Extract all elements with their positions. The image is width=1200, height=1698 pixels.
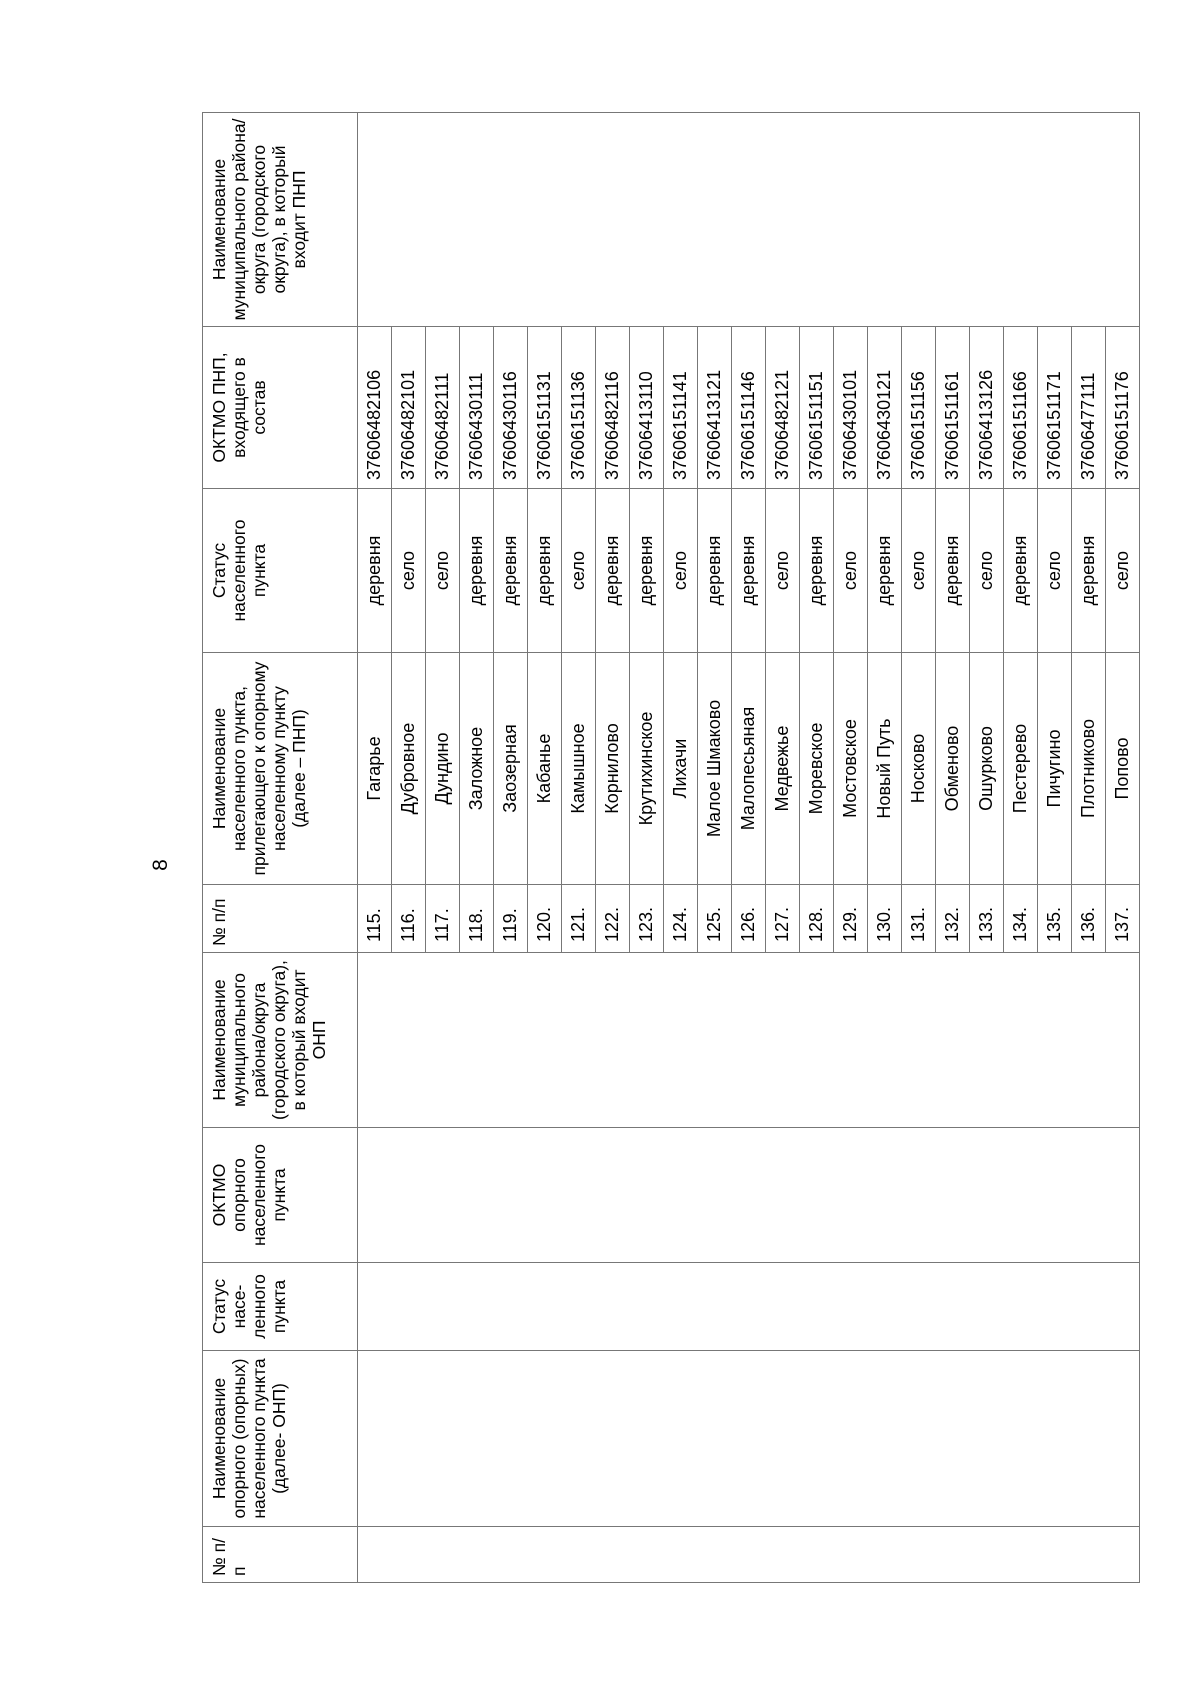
onp-no-cell <box>426 1527 460 1583</box>
onp-district-cell <box>358 953 392 1128</box>
header-pnp-status: Статус населенного пункта <box>203 489 358 653</box>
onp-status-cell <box>596 1263 630 1351</box>
header-onp-no: № п/п <box>203 1527 358 1583</box>
pnp-district-cell <box>1038 113 1072 327</box>
settlement-oktmo: 37606413126 <box>970 327 1004 489</box>
row-number: 126. <box>732 885 766 953</box>
settlement-status: деревня <box>630 489 664 653</box>
settlement-oktmo: 37606482106 <box>358 327 392 489</box>
header-pnp-no: № п/п <box>203 885 358 953</box>
onp-no-cell <box>970 1527 1004 1583</box>
settlement-status: деревня <box>1072 489 1106 653</box>
onp-no-cell <box>1038 1527 1072 1583</box>
settlement-name: Камышное <box>562 653 596 885</box>
onp-status-cell <box>494 1263 528 1351</box>
onp-district-cell <box>392 953 426 1128</box>
onp-name-cell <box>970 1351 1004 1527</box>
settlement-status: деревня <box>936 489 970 653</box>
row-number: 129. <box>834 885 868 953</box>
onp-oktmo-cell <box>800 1128 834 1263</box>
row-number: 127. <box>766 885 800 953</box>
pnp-district-cell <box>732 113 766 327</box>
onp-district-cell <box>800 953 834 1128</box>
settlement-name: Заозерная <box>494 653 528 885</box>
onp-status-cell <box>426 1263 460 1351</box>
header-onp-oktmo: ОКТМО опорного населенного пункта <box>203 1128 358 1263</box>
onp-oktmo-cell <box>698 1128 732 1263</box>
row-number: 131. <box>902 885 936 953</box>
onp-district-cell <box>562 953 596 1128</box>
onp-status-cell <box>868 1263 902 1351</box>
onp-district-cell <box>732 953 766 1128</box>
table-row <box>1004 113 1038 1583</box>
settlement-name: Ошурково <box>970 653 1004 885</box>
settlement-oktmo: 37606430111 <box>460 327 494 489</box>
onp-name-cell <box>868 1351 902 1527</box>
onp-district-cell <box>834 953 868 1128</box>
table-row <box>562 113 596 1583</box>
row-number: 137. <box>1106 885 1140 953</box>
onp-no-cell <box>868 1527 902 1583</box>
header-row <box>203 113 358 1583</box>
onp-no-cell <box>698 1527 732 1583</box>
settlement-status: село <box>1038 489 1072 653</box>
settlement-name: Моревское <box>800 653 834 885</box>
table-row <box>392 113 426 1583</box>
onp-no-cell <box>596 1527 630 1583</box>
onp-name-cell <box>1106 1351 1140 1527</box>
page-number: 8 <box>149 859 172 871</box>
settlement-name: Гагарье <box>358 653 392 885</box>
onp-name-cell <box>902 1351 936 1527</box>
onp-no-cell <box>562 1527 596 1583</box>
settlement-status: село <box>970 489 1004 653</box>
onp-oktmo-cell <box>902 1128 936 1263</box>
onp-status-cell <box>970 1263 1004 1351</box>
onp-name-cell <box>392 1351 426 1527</box>
onp-name-cell <box>528 1351 562 1527</box>
rotated-table-wrapper <box>202 113 1152 1583</box>
table-row <box>800 113 834 1583</box>
settlement-status: деревня <box>358 489 392 653</box>
settlement-status: деревня <box>494 489 528 653</box>
pnp-district-cell <box>664 113 698 327</box>
table-row <box>494 113 528 1583</box>
settlement-name: Новый Путь <box>868 653 902 885</box>
settlement-status: село <box>766 489 800 653</box>
onp-oktmo-cell <box>426 1128 460 1263</box>
row-number: 133. <box>970 885 1004 953</box>
table-row <box>698 113 732 1583</box>
row-number: 136. <box>1072 885 1106 953</box>
onp-no-cell <box>392 1527 426 1583</box>
settlement-oktmo: 37606151141 <box>664 327 698 489</box>
onp-name-cell <box>494 1351 528 1527</box>
onp-district-cell <box>698 953 732 1128</box>
settlement-oktmo: 37606477111 <box>1072 327 1106 489</box>
onp-oktmo-cell <box>392 1128 426 1263</box>
table-row <box>426 113 460 1583</box>
onp-status-cell <box>1106 1263 1140 1351</box>
onp-name-cell <box>1004 1351 1038 1527</box>
onp-no-cell <box>1072 1527 1106 1583</box>
settlement-oktmo: 37606430116 <box>494 327 528 489</box>
onp-district-cell <box>1072 953 1106 1128</box>
settlement-status: село <box>426 489 460 653</box>
onp-status-cell <box>392 1263 426 1351</box>
onp-status-cell <box>732 1263 766 1351</box>
settlement-oktmo: 37606151151 <box>800 327 834 489</box>
row-number: 134. <box>1004 885 1038 953</box>
onp-status-cell <box>562 1263 596 1351</box>
settlement-name: Малопесьяная <box>732 653 766 885</box>
onp-no-cell <box>732 1527 766 1583</box>
row-number: 122. <box>596 885 630 953</box>
row-number: 119. <box>494 885 528 953</box>
pnp-district-cell <box>834 113 868 327</box>
onp-no-cell <box>1106 1527 1140 1583</box>
settlement-oktmo: 37606430101 <box>834 327 868 489</box>
settlement-oktmo: 37606482121 <box>766 327 800 489</box>
settlement-name: Заложное <box>460 653 494 885</box>
onp-oktmo-cell <box>1038 1128 1072 1263</box>
table-row <box>766 113 800 1583</box>
settlement-oktmo: 37606413110 <box>630 327 664 489</box>
onp-district-cell <box>426 953 460 1128</box>
settlement-status: село <box>664 489 698 653</box>
onp-no-cell <box>664 1527 698 1583</box>
pnp-district-cell <box>392 113 426 327</box>
onp-oktmo-cell <box>766 1128 800 1263</box>
table-row <box>732 113 766 1583</box>
settlement-status: деревня <box>596 489 630 653</box>
header-onp-district: Наименование муниципального района/округа (городского округа), в который входит ОНП <box>203 953 358 1128</box>
table-row <box>460 113 494 1583</box>
pnp-district-cell <box>494 113 528 327</box>
onp-no-cell <box>494 1527 528 1583</box>
settlement-status: деревня <box>528 489 562 653</box>
onp-name-cell <box>664 1351 698 1527</box>
row-number: 124. <box>664 885 698 953</box>
settlement-name: Попово <box>1106 653 1140 885</box>
onp-name-cell <box>562 1351 596 1527</box>
onp-no-cell <box>800 1527 834 1583</box>
onp-oktmo-cell <box>596 1128 630 1263</box>
onp-no-cell <box>1004 1527 1038 1583</box>
pnp-district-cell <box>596 113 630 327</box>
onp-district-cell <box>902 953 936 1128</box>
settlement-name: Корнилово <box>596 653 630 885</box>
onp-district-cell <box>1106 953 1140 1128</box>
pnp-district-cell <box>630 113 664 327</box>
onp-no-cell <box>630 1527 664 1583</box>
onp-district-cell <box>460 953 494 1128</box>
settlement-name: Лихачи <box>664 653 698 885</box>
header-onp-status: Статус насе- ленного пункта <box>203 1263 358 1351</box>
header-pnp-oktmo: ОКТМО ПНП, входящего в состав <box>203 327 358 489</box>
pnp-district-cell <box>460 113 494 327</box>
settlement-status: деревня <box>460 489 494 653</box>
onp-oktmo-cell <box>494 1128 528 1263</box>
settlement-oktmo: 37606151156 <box>902 327 936 489</box>
onp-no-cell <box>902 1527 936 1583</box>
onp-no-cell <box>528 1527 562 1583</box>
settlement-oktmo: 37606482111 <box>426 327 460 489</box>
pnp-district-cell <box>1004 113 1038 327</box>
onp-district-cell <box>868 953 902 1128</box>
onp-status-cell <box>528 1263 562 1351</box>
table-row <box>970 113 1004 1583</box>
onp-no-cell <box>460 1527 494 1583</box>
onp-oktmo-cell <box>460 1128 494 1263</box>
settlements-table <box>202 112 1140 1583</box>
onp-status-cell <box>936 1263 970 1351</box>
row-number: 135. <box>1038 885 1072 953</box>
pnp-district-cell <box>528 113 562 327</box>
onp-oktmo-cell <box>834 1128 868 1263</box>
onp-name-cell <box>834 1351 868 1527</box>
settlement-oktmo: 37606151176 <box>1106 327 1140 489</box>
onp-oktmo-cell <box>528 1128 562 1263</box>
pnp-district-cell <box>426 113 460 327</box>
pnp-district-cell <box>936 113 970 327</box>
settlement-name: Крутихинское <box>630 653 664 885</box>
onp-district-cell <box>1038 953 1072 1128</box>
onp-status-cell <box>834 1263 868 1351</box>
pnp-district-cell <box>970 113 1004 327</box>
table-row <box>1038 113 1072 1583</box>
pnp-district-cell <box>698 113 732 327</box>
settlement-oktmo: 37606151136 <box>562 327 596 489</box>
pnp-district-cell <box>902 113 936 327</box>
onp-oktmo-cell <box>732 1128 766 1263</box>
settlement-status: деревня <box>868 489 902 653</box>
onp-status-cell <box>1038 1263 1072 1351</box>
settlement-status: деревня <box>698 489 732 653</box>
onp-name-cell <box>766 1351 800 1527</box>
onp-district-cell <box>596 953 630 1128</box>
onp-status-cell <box>358 1263 392 1351</box>
settlement-name: Мостовское <box>834 653 868 885</box>
settlement-oktmo: 37606482101 <box>392 327 426 489</box>
row-number: 115. <box>358 885 392 953</box>
onp-status-cell <box>902 1263 936 1351</box>
settlement-name: Кабанье <box>528 653 562 885</box>
row-number: 116. <box>392 885 426 953</box>
pnp-district-cell <box>868 113 902 327</box>
onp-name-cell <box>800 1351 834 1527</box>
onp-name-cell <box>1038 1351 1072 1527</box>
onp-status-cell <box>1072 1263 1106 1351</box>
row-number: 117. <box>426 885 460 953</box>
row-number: 128. <box>800 885 834 953</box>
onp-oktmo-cell <box>630 1128 664 1263</box>
table-row <box>868 113 902 1583</box>
settlement-oktmo: 37606151131 <box>528 327 562 489</box>
settlement-status: село <box>902 489 936 653</box>
onp-status-cell <box>698 1263 732 1351</box>
table-row <box>1072 113 1106 1583</box>
onp-name-cell <box>1072 1351 1106 1527</box>
onp-no-cell <box>936 1527 970 1583</box>
pnp-district-cell <box>1106 113 1140 327</box>
onp-district-cell <box>630 953 664 1128</box>
onp-district-cell <box>766 953 800 1128</box>
onp-oktmo-cell <box>868 1128 902 1263</box>
onp-oktmo-cell <box>664 1128 698 1263</box>
pnp-district-cell <box>766 113 800 327</box>
settlement-name: Пичугино <box>1038 653 1072 885</box>
settlement-oktmo: 37606151166 <box>1004 327 1038 489</box>
row-number: 130. <box>868 885 902 953</box>
header-pnp-district: Наименование муниципального района/округа (городского округа), в который входит ПНП <box>203 113 358 327</box>
onp-status-cell <box>800 1263 834 1351</box>
settlement-status: село <box>562 489 596 653</box>
pnp-district-cell <box>358 113 392 327</box>
pnp-district-cell <box>562 113 596 327</box>
onp-name-cell <box>596 1351 630 1527</box>
table-row <box>834 113 868 1583</box>
onp-name-cell <box>426 1351 460 1527</box>
settlement-oktmo: 37606151161 <box>936 327 970 489</box>
onp-name-cell <box>358 1351 392 1527</box>
settlement-name: Носково <box>902 653 936 885</box>
header-pnp-name: Наименование населенного пункта, прилегающего к опорному населенному пункту (далее – ПНП) <box>203 653 358 885</box>
settlement-name: Медвежье <box>766 653 800 885</box>
settlement-oktmo: 37606430121 <box>868 327 902 489</box>
onp-name-cell <box>460 1351 494 1527</box>
row-number: 125. <box>698 885 732 953</box>
onp-no-cell <box>834 1527 868 1583</box>
settlement-status: село <box>834 489 868 653</box>
settlement-oktmo: 37606482116 <box>596 327 630 489</box>
onp-oktmo-cell <box>936 1128 970 1263</box>
onp-district-cell <box>664 953 698 1128</box>
settlement-status: село <box>392 489 426 653</box>
table-row <box>902 113 936 1583</box>
pnp-district-cell <box>800 113 834 327</box>
onp-oktmo-cell <box>970 1128 1004 1263</box>
table-row <box>596 113 630 1583</box>
settlement-name: Малое Шмаково <box>698 653 732 885</box>
onp-name-cell <box>936 1351 970 1527</box>
table-row <box>358 113 392 1583</box>
onp-oktmo-cell <box>358 1128 392 1263</box>
onp-status-cell <box>1004 1263 1038 1351</box>
settlement-name: Дубровное <box>392 653 426 885</box>
table-row <box>936 113 970 1583</box>
settlement-name: Дундино <box>426 653 460 885</box>
onp-no-cell <box>358 1527 392 1583</box>
settlement-status: деревня <box>1004 489 1038 653</box>
onp-district-cell <box>936 953 970 1128</box>
settlement-name: Обменово <box>936 653 970 885</box>
settlement-oktmo: 37606151171 <box>1038 327 1072 489</box>
settlement-status: село <box>1106 489 1140 653</box>
row-number: 132. <box>936 885 970 953</box>
table-row <box>528 113 562 1583</box>
settlement-name: Плотниково <box>1072 653 1106 885</box>
settlement-status: деревня <box>732 489 766 653</box>
row-number: 118. <box>460 885 494 953</box>
settlement-name: Пестерево <box>1004 653 1038 885</box>
onp-name-cell <box>732 1351 766 1527</box>
onp-oktmo-cell <box>1106 1128 1140 1263</box>
table-row <box>664 113 698 1583</box>
pnp-district-cell <box>1072 113 1106 327</box>
row-number: 123. <box>630 885 664 953</box>
settlement-status: деревня <box>800 489 834 653</box>
onp-name-cell <box>698 1351 732 1527</box>
onp-oktmo-cell <box>1004 1128 1038 1263</box>
onp-status-cell <box>766 1263 800 1351</box>
onp-district-cell <box>1004 953 1038 1128</box>
row-number: 120. <box>528 885 562 953</box>
onp-district-cell <box>528 953 562 1128</box>
onp-status-cell <box>664 1263 698 1351</box>
onp-district-cell <box>494 953 528 1128</box>
row-number: 121. <box>562 885 596 953</box>
table-row <box>630 113 664 1583</box>
onp-district-cell <box>970 953 1004 1128</box>
onp-status-cell <box>460 1263 494 1351</box>
settlement-oktmo: 37606413121 <box>698 327 732 489</box>
onp-status-cell <box>630 1263 664 1351</box>
onp-oktmo-cell <box>562 1128 596 1263</box>
onp-no-cell <box>766 1527 800 1583</box>
table-row <box>1106 113 1140 1583</box>
onp-name-cell <box>630 1351 664 1527</box>
onp-oktmo-cell <box>1072 1128 1106 1263</box>
header-onp-name: Наименование опорного (опорных) населенного пункта (далее- ОНП) <box>203 1351 358 1527</box>
settlement-oktmo: 37606151146 <box>732 327 766 489</box>
